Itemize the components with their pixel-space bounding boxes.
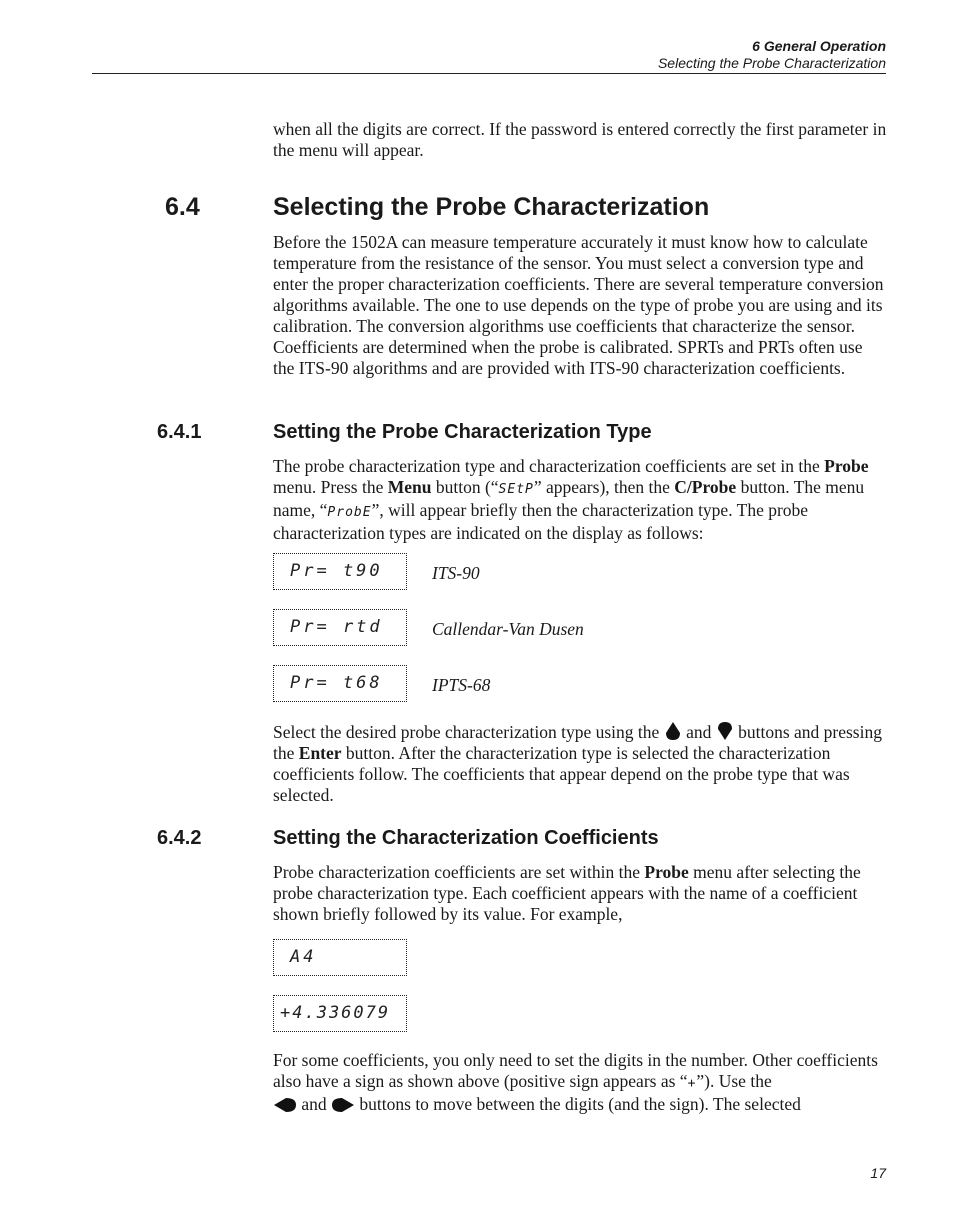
text-run: button. The menu name, “ <box>273 477 865 520</box>
text-run: For some coefficients, you only need to set the digits in the number. Other coefficients also have a sign as shown above (positive sign appears as “ <box>273 1050 878 1091</box>
inline-display-text: ProbE <box>327 505 372 520</box>
text-run: Select the desired probe characterization type using the <box>273 722 664 742</box>
bold-term: Enter <box>298 743 342 763</box>
lcd-display: Pr= t90 <box>273 553 407 590</box>
text-run: buttons to move between the digits (and the sign). The selected <box>355 1094 801 1114</box>
text-run: ” appears), then the <box>533 477 675 497</box>
display-label: ITS-90 <box>432 563 480 583</box>
subsection-paragraph <box>273 1050 887 1115</box>
subsection-paragraph <box>273 721 887 806</box>
bold-term: Probe <box>644 862 689 882</box>
page-number: 17 <box>870 1165 886 1181</box>
text-run: ”). Use the <box>696 1071 772 1091</box>
subsection-number: 6.4.2 <box>157 827 202 849</box>
text-run: menu. Press the <box>273 477 388 497</box>
text-run: buttons and pressing the <box>273 722 882 763</box>
lcd-display: Pr= t68 <box>273 665 407 702</box>
subsection-paragraph <box>273 862 887 925</box>
subsection-title: Setting the Probe Characterization Type <box>273 421 652 443</box>
inline-display-text: + <box>687 1076 697 1091</box>
bold-term: Menu <box>387 477 432 497</box>
text-run: ”, will appear briefly then the characterization type. The probe characterization types are indicated on the display as follows: <box>273 500 809 543</box>
text-run: button (“ <box>431 477 499 497</box>
section-title: Selecting the Probe Characterization <box>273 193 710 221</box>
down-arrow-button-icon <box>716 721 734 741</box>
header-rule <box>92 73 886 74</box>
lcd-display: A4 <box>273 939 407 976</box>
subsection-number: 6.4.1 <box>157 421 202 443</box>
text-run: The probe characterization type and characterization coefficients are set in the <box>273 456 825 476</box>
text-run: button. After the characterization type is selected the characterization coefficients follow. The coefficients that appear depend on the probe type that was selected. <box>273 743 850 805</box>
text-run: Probe characterization coefficients are set within the <box>273 862 645 882</box>
running-header <box>658 38 886 72</box>
intro-paragraph: when all the digits are correct. If the password is entered correctly the first parameter in the menu will appear. <box>273 119 887 160</box>
header-chapter: 6 General Operation <box>752 38 886 54</box>
lcd-display: Pr= rtd <box>273 609 407 646</box>
bold-term: C/Probe <box>674 477 737 497</box>
inline-display-text: SEtP <box>498 482 534 497</box>
display-label: Callendar-Van Dusen <box>432 619 584 639</box>
display-label: IPTS-68 <box>432 675 491 695</box>
left-arrow-button-icon <box>273 1097 297 1113</box>
section-body: Before the 1502A can measure temperature accurately it must know how to calculate temperature from the resistance of the sensor. You must select a conversion type and enter the proper characterization coefficients. There are several temperature conversion algorithms available. The one to use depends on the type of probe you are using and its calibration. The conversion algorithms use coefficients that characterize the sensor. Coefficients are determined when the probe is calibrated. SPRTs and PRTs often use the ITS-90 algorithms and are provided with ITS-90 characterization coefficients. <box>273 232 884 378</box>
up-arrow-button-icon <box>664 721 682 741</box>
right-arrow-button-icon <box>331 1097 355 1113</box>
lcd-display: +4.336079 <box>273 995 407 1032</box>
text-run: menu after selecting the probe characterization type. Each coefficient appears with the name of a coefficient shown briefly followed by its value. For example, <box>273 862 861 924</box>
section-number: 6.4 <box>165 193 200 221</box>
bold-term: Probe <box>824 456 869 476</box>
header-section: Selecting the Probe Characterization <box>657 55 886 71</box>
text-run: and <box>681 722 716 742</box>
subsection-paragraph <box>273 456 887 544</box>
subsection-title: Setting the Characterization Coefficients <box>273 827 659 849</box>
text-run: and <box>297 1094 332 1114</box>
